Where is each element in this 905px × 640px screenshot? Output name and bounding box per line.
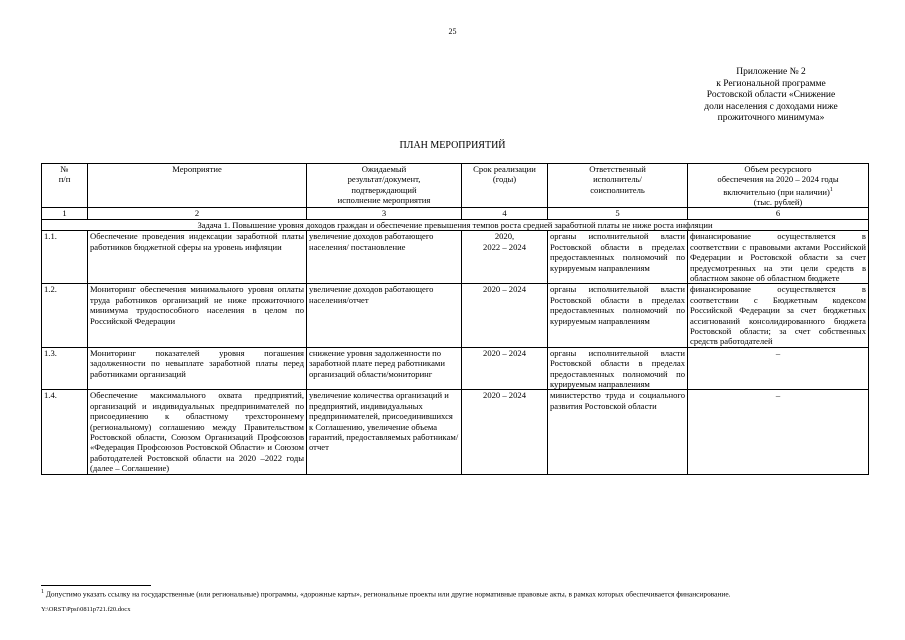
column-number: 6 [688,208,869,219]
row-result: увеличение количества организаций и предприятий, индивидуальных предпринимателей, присоединившихся к Соглашению, увеличение объема гарантий, предоставляемых работникам/отчет [307,390,462,474]
row-period-line: 2020, [494,231,515,242]
row-measure: Мониторинг обеспечения минимального уровня оплаты труда работников организаций не ниже прожиточного минимума трудоспособного населения в целом по Российской Федерации [88,284,307,347]
column-number-row [42,208,869,219]
header-text: Объем ресурсного [744,164,812,174]
row-period-line: 2022 – 2024 [483,241,526,252]
appendix-line: доли населения с доходами ниже [704,101,838,112]
column-number: 3 [307,208,462,219]
row-measure: Обеспечение максимального охвата предприятий, организаций и индивидуальных предпринимателей по присоединению к областному трехстороннему (региональному) соглашению между Правительством Ростовской области, Союзом Организаций Профсоюзов «Федерация Профсоюзов Ростовской Области» и Союзом работодателей Ростовской области на 2020 –2022 годы (далее – Соглашение) [88,390,307,474]
header-text: обеспечения на 2020 – 2024 годы [717,174,839,185]
header-text: (годы) [492,174,517,185]
row-period [462,390,548,474]
row-period [462,231,548,284]
column-number: 1 [42,208,88,219]
header-text: Ответственный [589,164,646,174]
header-text: исполнение мероприятия [337,195,431,206]
appendix-line: к Региональной программе [716,78,826,89]
row-num: 1.3. [42,347,88,390]
column-number: 4 [462,208,548,219]
row-num: 1.1. [42,231,88,284]
header-executor [548,164,688,208]
row-volume: финансирование осуществляется в соответствии с Бюджетным кодексом Российской Федерации за счет бюджетных ассигнований консолидированного бюджета Ростовской области; за счет собственных средств работодателей [688,284,869,347]
row-executor: органы исполнительной власти Ростовской области в пределах предоставленных полномочий по курируемым направлениям [548,284,688,347]
appendix-line: прожиточного минимума» [717,113,825,123]
row-num: 1.2. [42,284,88,347]
header-text: подтверждающий [351,184,417,195]
table-row [42,390,869,474]
header-text: п/п [58,174,71,185]
row-period-line: 2020 – 2024 [483,347,526,358]
footnote-marker: 1 [829,186,833,193]
row-executor: органы исполнительной власти Ростовской области в пределах предоставленных полномочий по курируемым направлениям [548,231,688,284]
header-text: Мероприятие [172,164,222,174]
table-row [42,231,869,284]
page-number: 25 [448,27,457,36]
appendix-header [692,67,850,125]
row-result: увеличение доходов работающего населения/отчет [307,284,462,347]
document-title: ПЛАН МЕРОПРИЯТИЙ [399,140,506,151]
header-measure [88,164,307,208]
row-volume: – [688,347,869,390]
header-text: (тыс. рублей) [753,197,803,208]
file-path: Y:\ORST\Ppsi\0811p721.f20.docx [41,606,131,613]
row-volume: финансирование осуществляется в соответствии с правовыми актами Российской Федерации и Ростовской области за счет предусмотренных на эти цели средств в областном законе об областном бюджете [688,231,869,284]
footnote [41,588,868,599]
row-measure: Мониторинг показателей уровня погашения задолженности по невыплате заработной платы перед работниками организаций [88,347,307,390]
plan-table [41,163,869,475]
header-text: № [60,164,69,174]
column-number: 5 [548,208,688,219]
row-executor: органы исполнительной власти Ростовской области в пределах предоставленных полномочий по курируемым направлениям [548,347,688,390]
row-period-line: 2020 – 2024 [483,390,526,401]
header-text [690,185,866,197]
task-heading: Задача 1. Повышение уровня доходов граждан и обеспечение превышения темпов роста средней заработной платы не ниже роста инфляции [42,219,869,230]
header-text: включительно (при наличии) [723,186,830,197]
header-text: результат/документ, [347,174,421,185]
footnote-text: Допустимо указать ссылку на государственные (или региональные) программы, «дорожные карты», региональные проекты или другие нормативные правовые акты, в рамках которых обеспечивается финансирование. [45,589,731,599]
header-num [42,164,88,208]
header-text: исполнитель/ [593,174,642,185]
row-volume: – [688,390,869,474]
footnote-marker: 1 [41,589,44,595]
task-row [42,219,869,230]
row-period [462,347,548,390]
row-executor: министерство труда и социального развития Ростовской области [548,390,688,474]
header-volume [688,164,869,208]
header-result [307,164,462,208]
row-result: снижение уровня задолженности по заработной плате перед работниками организаций области/мониторинг [307,347,462,390]
row-result: увеличение доходов работающего населения/ постановление [307,231,462,284]
header-text: Ожидаемый [361,164,407,174]
header-period [462,164,548,208]
header-text: соисполнитель [590,184,645,195]
column-number: 2 [88,208,307,219]
table-row [42,284,869,347]
row-period [462,284,548,347]
footnote-separator [41,585,151,586]
appendix-line: Ростовской области «Снижение [706,90,836,100]
table-header-row [42,164,869,208]
header-text: Срок реализации [473,164,536,174]
table-row [42,347,869,390]
row-measure: Обеспечение проведения индексации заработной платы работников бюджетной сферы на уровень инфляции [88,231,307,284]
row-period-line: 2020 – 2024 [483,284,526,295]
appendix-line: Приложение № 2 [736,67,806,77]
row-num: 1.4. [42,390,88,474]
